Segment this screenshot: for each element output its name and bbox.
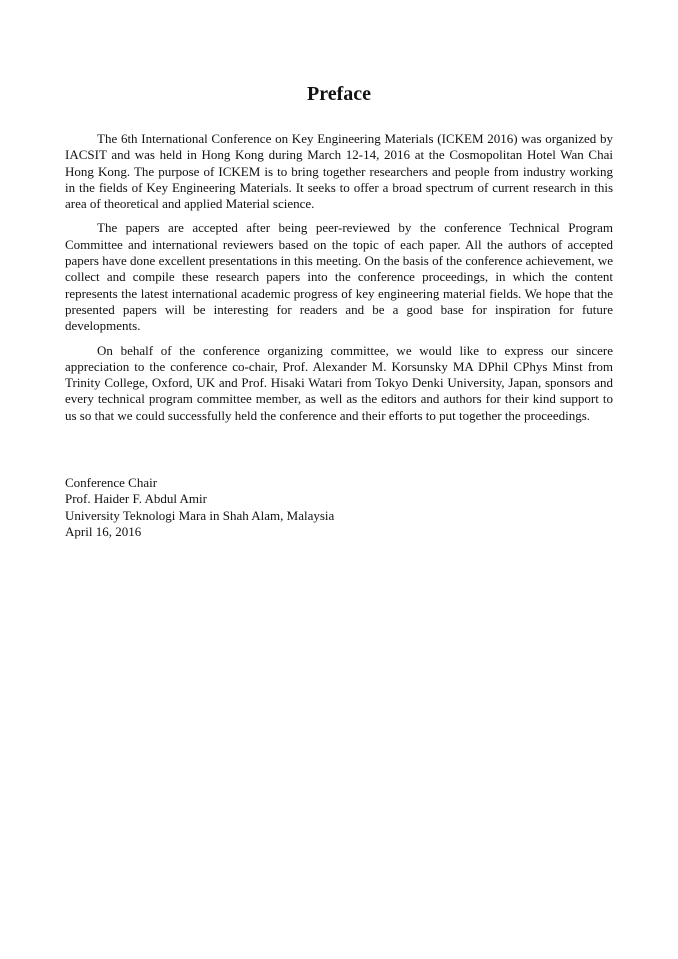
paragraph-acknowledgement: On behalf of the conference organizing committee, we would like to express our sincere appreciation to the conference co-chair, Prof. Alexander M. Korsunsky MA DPhil CPhys Minst from Trinity College, Oxford, UK and Prof. Hisaki Watari from Tokyo Denki University, Japan, sponsors and every technical program committee member, as well as the editors and authors for their kind support to us so that we could successfully held the conference and their efforts to put together the proceedings.	[65, 342, 613, 423]
paragraph-intro: The 6th International Conference on Key Engineering Materials (ICKEM 2016) was organized by IACSIT and was held in Hong Kong during March 12-14, 2016 at the Cosmopolitan Hotel Wan Chai Hong Kong. The purpose of ICKEM is to bring together researchers and people from industry working in the fields of Key Engineering Materials. It seeks to offer a broad spectrum of current research in this area of theoretical and applied Material science.	[65, 131, 613, 212]
signature-role: Conference Chair	[65, 475, 158, 490]
signature-date: April 16, 2016	[65, 523, 142, 539]
signature-affiliation: University Teknologi Mara in Shah Alam, Malaysia	[65, 507, 335, 523]
signature-name: Prof. Haider F. Abdul Amir	[65, 491, 207, 507]
paragraph-review: The papers are accepted after being peer-reviewed by the conference Technical Program Committee and international reviewers based on the topic of each paper. All the authors of accepted papers have done excellent presentations in this meeting. On the basis of the conference achievement, we collect and compile these research papers into the conference proceedings, in which the content represents the latest international academic progress of key engineering material fields. We hope that the presented papers will be interesting for readers and be a good base for inspiration for future developments.	[65, 220, 613, 334]
signature-block	[65, 475, 613, 540]
preface-body	[65, 131, 613, 432]
page-title: Preface	[306, 83, 372, 105]
